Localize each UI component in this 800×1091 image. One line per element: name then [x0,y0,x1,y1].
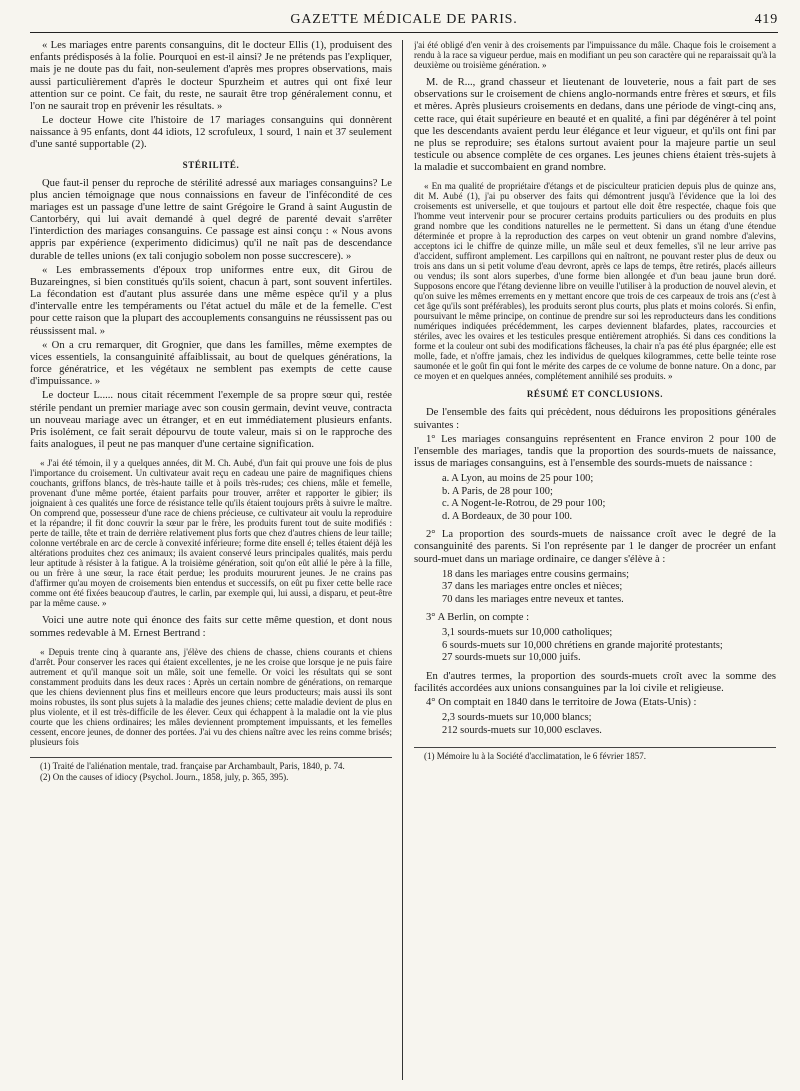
paragraph-proposition-3: 3° A Berlin, on compte : [426,612,530,624]
section-heading-resume: RÉSUMÉ ET CONCLUSIONS. [526,389,664,400]
text-columns [30,40,778,1080]
footnote-1: (1) Traité de l'aliénation mentale, trad. française par Archambault, Paris, 1840, p. 74. [40,760,345,771]
column-divider [402,40,403,1080]
paragraph-bertrand-continued: j'ai été obligé d'en venir à des croisements par l'impuissance du mâle. Chaque fois le croisement a rendu à la race sa vigueur perdue, mais en modifiant un peu son caractère qui ne reparaissait qu'à la deuxième ou troisième génération. » [414,40,776,70]
page-number: 419 [754,12,778,27]
paragraph-propositions-intro: De l'ensemble des faits qui précèdent, nous déduirons les propositions générales suivantes : [414,407,776,431]
list-item: 3,1 sourds-muets sur 10,000 catholiques; [442,627,613,639]
list-degrees [442,569,776,606]
list-item: b. A Paris, de 28 pour 100; [442,485,553,497]
list-item: d. A Bordeaux, de 30 pour 100. [442,510,573,522]
running-head [30,10,778,33]
paragraph-docteur-l: Le docteur L..... nous citait récemment l'exemple de sa propre sœur qui, restée stérile pendant un premier mariage avec son cousin germain, devint veuve, contracta un nouveau mariage avec un étranger, et en eut immédiatement plusieurs enfants. Pris isolément, ce fait serait dépourvu de toute valeur, mais si on le rapproche des faits analogues, il peut ne pas manquer d'une certaine signification. [30,390,392,451]
list-item: 212 sourds-muets sur 10,000 esclaves. [442,724,602,736]
footnote-2: (2) On the causes of idiocy (Psychol. Journ., 1858, july, p. 365, 395). [40,772,289,783]
paragraph-bertrand-quote: « Depuis trente cinq à quarante ans, j'élève des chiens de chasse, chiens courants et chiens d'arrêt. Pour conserver les races qui étaient excellentes, je ne les croise que lorsque je ne puis faire autrement et qu'il manque soit un mâle, soit une femelle. Or voici les résultats qui se sont constamment produits dans les deux races : Après un certain nombre de générations, on remarque que les chiens deviennent plus fins et meilleurs encore que leurs producteurs; mais aussi ils sont moins robustes, ils sont plus sujets à la maladie des jeunes chiens; cette maladie devient de plus en plus violente, et il est très-difficile de les élever. Ceux qui échappent à la maladie ont la vie plus courte que les chiens ordinaires; les mâles deviennent promptement impuissants, et les femelles cessent, encore jeunes, de donner des portées. J'ai vu des chiens naître avec les reins comme brisés; plusieurs fois [30,646,392,747]
paragraph-grognier-quote: « On a cru remarquer, dit Grognier, que dans les familles, même exemptes de vices essentiels, la consanguinité affaiblissait, au bout de quelques générations, la force génératrice, et les végétaux ne semblent pas exempts de cette cause d'impuissance. » [30,339,392,388]
paragraph-bertrand-intro: Voici une autre note qui énonce des faits sur cette même question, et dont nous sommes redevable à M. Ernest Bertrand : [30,615,392,639]
paragraph-sterility-intro: Que faut-il penser du reproche de stérilité adressé aux mariages consanguins? Le plus ancien témoignage que nous connaissions en faveur de l'infécondité de ces mariages est un passage d'une lettre de saint Grégoire le Grand à saint Augustin de Cantorbéry, qui lui avait demandé à quel degré de parenté devait s'arrêter l'interdiction des mariages consanguins. Ce passage est ainsi conçu : « Nous avons appris par expérience (experimento didicimus) qu'il ne naît pas de descendance durable de telles unions (ex tali conjugio sobolem non posse succrescere). » [30,177,392,262]
list-jowa [442,712,776,737]
paragraph-proposition-2: 2° La proportion des sourds-muets de naissance croît avec le degré de la consanguinité des parents. Si l'on représente par 1 le danger de procréer un enfant sourd-muet dans un mariage ordinaire, ce danger s'élève à : [414,529,776,565]
list-item: c. A Nogent-le-Rotrou, de 29 pour 100; [442,498,606,510]
list-item: 2,3 sourds-muets sur 10,000 blancs; [442,712,592,724]
paragraph-aube-carps-quote: « En ma qualité de propriétaire d'étangs et de pisciculteur praticien depuis plus de quinze ans, dit M. Aubé (1), j'ai pu observer des faits qui démontrent jusqu'à l'évidence que la loi des croisements est universelle, et que toujours et partout elle doit être respectée, chaque fois que l'homme veut intervenir pour se procurer certains produits particuliers ou des produits en plus grand nombre que les conditions naturelles ne le permettent. Si dans un étang d'une étendue déterminée et propre à la reproduction des carpes on veut obtenir un grand nombre d'alevins, acceptons ici le chiffre de quinze mille, un mâle seul et deux femelles, s'il ne leur arrive pas d'accident, suffiront amplement. Les carpillons qui en naîtront, ne pouvant rester plus de deux ou trois ans dans un si petit volume d'eau devront, après ce laps de temps, être retirés, placés ailleurs ou vendus; ils sont alors superbes, d'une forme bien allongée et d'un beau jaune brun doré. Supposons encore que l'étang devienne libre on veuille l'utiliser à la production de nouvel alevin, et qu'on suive les mêmes errements en y mettant encore que trois de ces carpeaux de trois ans (c'est à cet âge qu'ils sont préférables), les produits seront plus courts, plus plats et moins colorés. Si enfin, poursuivant le même principe, on continue de prendre sur soi les reproducteurs dans les conditions numériques indiquées précédemment, les carpes deviennent blafardes, plates, raccourcies et stériles, avec les ovaires et les testicules presque entièrement atrophiés. Si dans ces conditions la forme et la couleur ont subi des modifications fâcheuses, la chair n'a pas été plus épargnée; elle est molle, fade, et n'offre jamais, chez les individus de quelques kilogrammes, cette belle teinte rose saumonée et le goût fin qui font le mérite des carpes de ce volume de bonne nature. On a donc, par ce moyen et en quelques années, complétement annihilé ses produits. » [414,181,776,382]
footnote-rule [414,747,776,748]
paragraph-girou-quote: « Les embrassements d'époux trop uniformes entre eux, dit Girou de Buzareingnes, si bien constitués qu'ils soient, chacun à part, sont souvent infertiles. La fécondation est d'autant plus assurée dans une même espèce qu'il y a plus d'intervalle entre les tempéraments ou l'état actuel du mâle et de la femelle. C'est pour cette raison que la plupart des accouplements consanguins ne réussissent pas ou réussissent mal. » [30,264,392,337]
list-item: 37 dans les mariages entre oncles et nièces; [442,581,623,593]
list-berlin [442,627,776,664]
footnote-rule [30,757,392,758]
paragraph-m-de-r: M. de R..., grand chasseur et lieutenant de louveterie, nous a fait part de ses observations sur le croisement de chiens anglo-normands entre frères et sœurs, et fils et mères. Après plusieurs croisements en dedans, dans une période de vingt-cinq ans, cette race, qui était supérieure en beauté et en qualité, a fini par dégénérer à tel point que les descendants avaient perdu leur élégance et leur vigueur, et qu'ils ont fini par ne plus se reproduire; ses étalons surtout avaient pour la majeure partie un seul testicule ou absence complète de ces organes. Les jeunes chiens étaient très-sujets à la maladie et succombaient en grand nombre. [414,77,776,174]
list-item: 18 dans les mariages entre cousins germains; [442,568,629,580]
journal-title: GAZETTE MÉDICALE DE PARIS. [290,12,518,27]
list-item: 27 sourds-muets sur 10,000 juifs. [442,652,581,664]
footnote-1-right: (1) Mémoire lu à la Société d'acclimatation, le 6 février 1857. [424,751,647,762]
journal-page [30,10,778,1080]
list-item: 6 sourds-muets sur 10,000 chrétiens en grande majorité protestants; [442,639,723,651]
list-cities [442,473,776,523]
paragraph-aube-dogs-quote: « J'ai été témoin, il y a quelques années, dit M. Ch. Aubé, d'un fait qui prouve une fois de plus l'importance du croisement. Un cultivateur avait reçu en cadeau une paire de magnifiques chiens couchants, griffons blancs, de très-haute taille et à poils très-rudes; ces chiens, mâle et femelle, provenant d'une même portée, étaient parfaits pour trouver, arrêter et rapporter le gibier; ils joignaient à ces qualités une force de résistance telle qu'ils étaient toujours prêts à suivre le maître. On comprend que, possesseur d'une race de chiens précieuse, ce cultivateur ait voulu la reproduire et la répandre; il fit donc couvrir la sœur par le frère, les produits furent tout de suite modifiés : perte de taille, tête et train de derrière relativement plus forts que chez d'autres chiens de leur taille; colonne vertébrale en arc de cercle à convexité inférieure; forme dite ensell é; telles étaient déjà les altérations produites chez ces animaux; ils avaient conservé leurs principales qualités, mais perdu leur aptitude à résister à la fatigue. A la troisième génération, soit qu'on eût allié le père à la fille, ou un frère à une sœur, la race était perdue; les produits moururent jeunes. Je ne crains pas d'affirmer qu'au moyen de croisements bien entendus et successifs, on eût pu fixer cette belle race comme ont été fixées beaucoup d'autres, le carlin, par exemple qui, lui aussi, a disparu, et peut-être par la même cause. » [30,458,392,609]
paragraph-ellis-quote: « Les mariages entre parents consanguins, dit le docteur Ellis (1), produisent des enfants prédisposés à la folie. Pourquoi en est-il ainsi? Je ne prétends pas l'expliquer, mais je ne doute pas du fait, non-seulement d'après mes propres observations, mais aussi particulièrement d'après le docteur Spurzheim et autres qui ont fixé leur attention sur ce point. Ce fait, du reste, ne saurait être trop généralement connu, et l'on ne saurait trop en prévenir les résultats. » [30,40,392,112]
list-item: 70 dans les mariages entre neveux et tantes. [442,593,624,605]
paragraph-howe: Le docteur Howe cite l'histoire de 17 mariages consanguins qui donnèrent naissance à 95 enfants, dont 44 idiots, 12 scrofuleux, 1 sourd, 1 nain et 37 seulement d'une santé supportable (2). [30,115,392,151]
left-column [30,40,392,1080]
paragraph-other-terms: En d'autres termes, la proportion des sourds-muets croît avec la somme des facilités accordées aux unions consanguines par la loi civile et religieuse. [414,670,776,694]
list-item: a. A Lyon, au moins de 25 pour 100; [442,473,594,485]
section-heading-sterilite: STÉRILITÉ. [182,159,240,170]
right-column [414,40,776,1080]
paragraph-proposition-1: 1° Les mariages consanguins représentent en France environ 2 pour 100 de l'ensemble des mariages, tandis que la proportion des sourds-muets de naissance, issus de mariages consanguins, est à l'ensemble des sourds-muets de naissance : [414,433,776,470]
paragraph-proposition-4: 4° On comptait en 1840 dans le territoire de Jowa (Etats-Unis) : [426,697,697,709]
